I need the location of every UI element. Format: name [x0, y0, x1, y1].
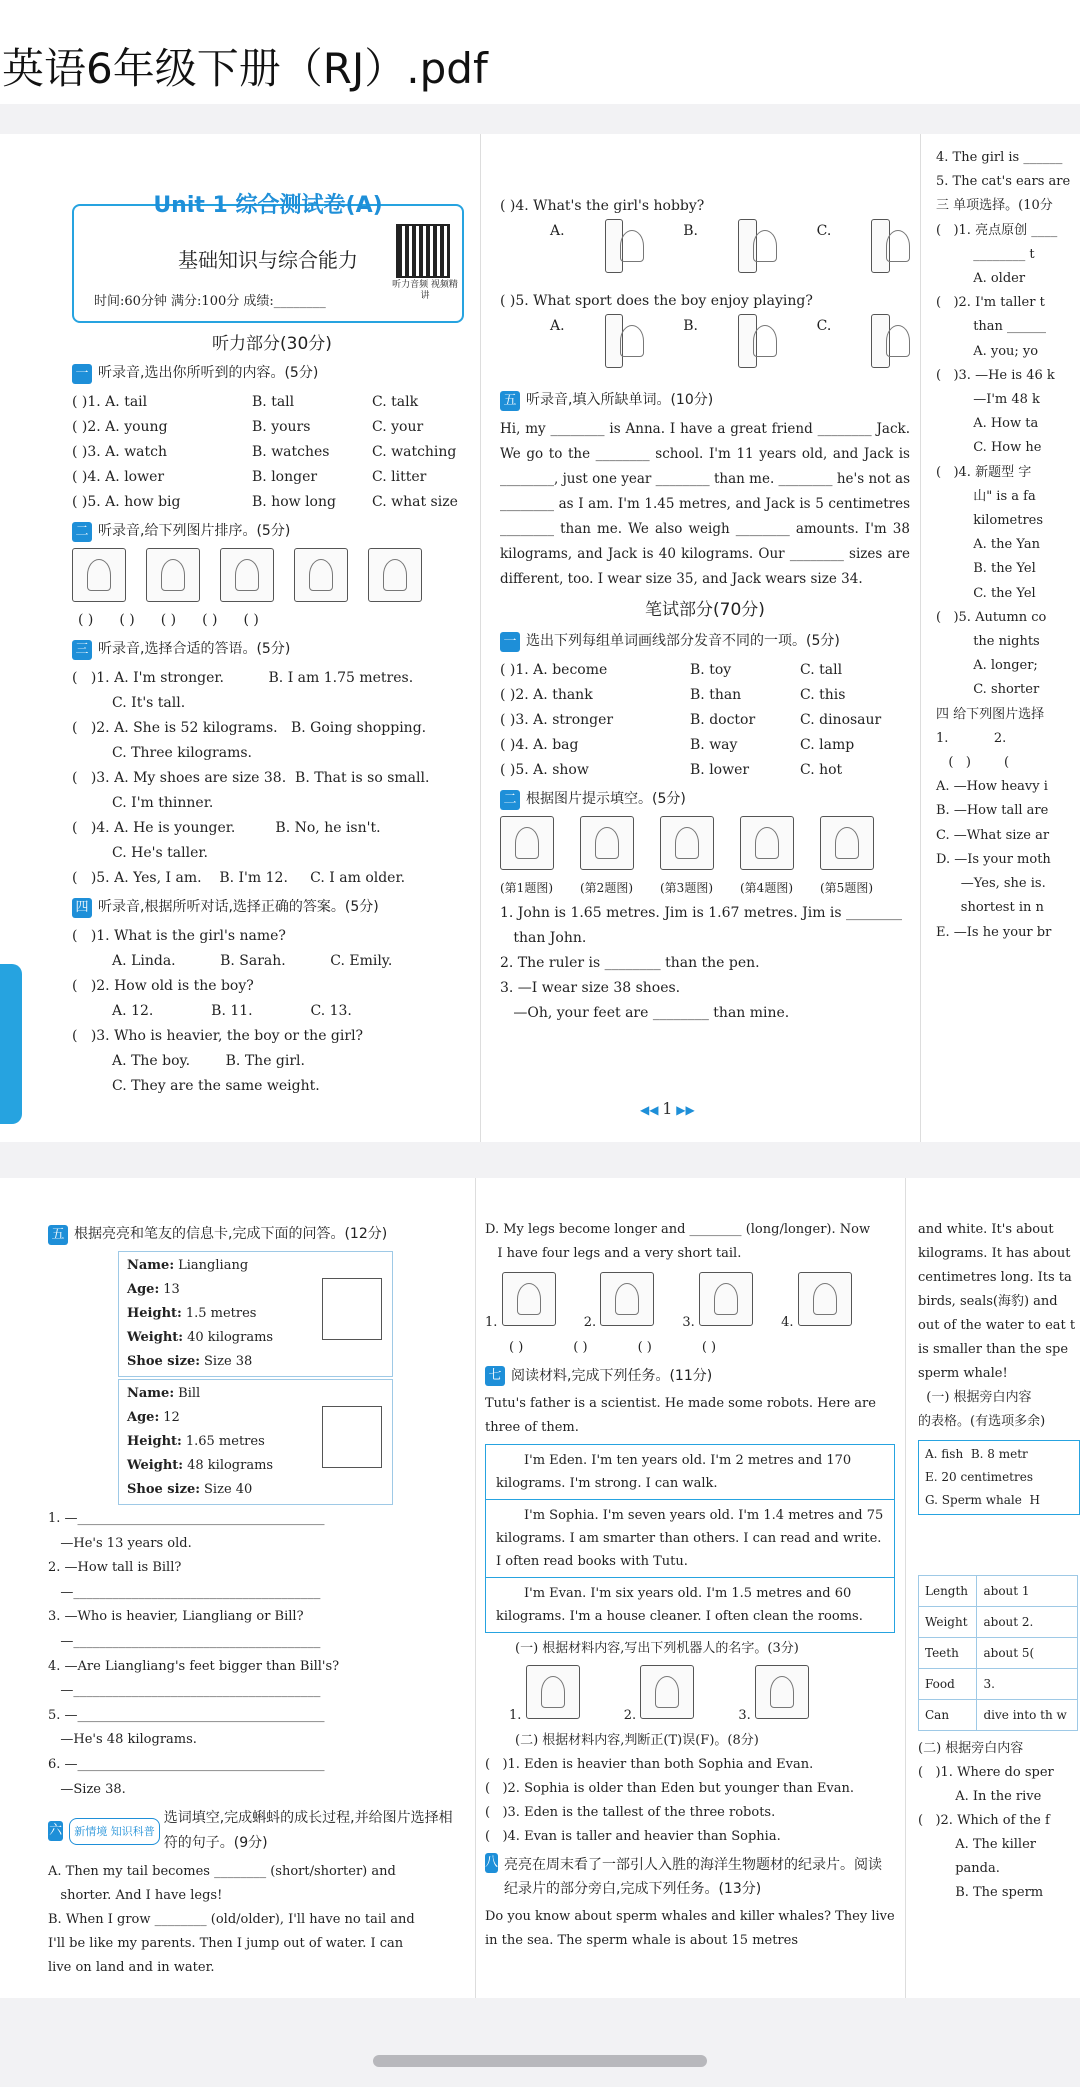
text-line: C. the Yel [936, 585, 1036, 601]
text-line: 四 给下列图片选择 [936, 706, 1045, 722]
text-line: B. When I grow ________ (old/older), I'll have no tail and [48, 1912, 415, 1928]
picture-4 [294, 548, 348, 602]
option-cell: ( )1. A. become [500, 662, 608, 678]
picture-3 [660, 816, 714, 870]
text-line: A. Then my tail becomes ________ (short/shorter) and [48, 1864, 396, 1880]
text-line: ( )2. I'm taller t [936, 295, 1045, 311]
robot-pictures: 1. 2. 3. [509, 1665, 895, 1729]
banner-subtitle: 基础知识与综合能力 [178, 248, 358, 272]
swimming-icon [871, 219, 890, 273]
robot-icon [755, 1665, 809, 1719]
option-cell: B. toy [690, 662, 732, 678]
option-cell: B. yours [252, 419, 311, 435]
tennis-icon [605, 314, 624, 368]
text-line: 4. The girl is ______ [936, 150, 1063, 165]
option-cell: C. this [800, 687, 846, 703]
q5-options: A. B. C. [500, 314, 910, 384]
text-line: A. 12. B. 11. C. 13. [72, 1003, 352, 1019]
piano-icon [605, 219, 624, 273]
whale-table [918, 1575, 1078, 1731]
text-line: ( )3. A. My shoes are size 38. B. That is so small. [72, 770, 430, 786]
option-cell: ( )5. A. show [500, 762, 589, 778]
task-1: (一) 根据材料内容,写出下列机器人的名字。(3分) [515, 1641, 799, 1656]
text-line: 6. —______________________________________ [48, 1756, 325, 1772]
text-line: ( )4. A. He is younger. B. No, he isn't. [72, 820, 381, 836]
text-line: ( )3. Eden is the tallest of the three robots. [485, 1805, 776, 1820]
frog-icon [798, 1272, 852, 1326]
text-line: I'll be like my parents. Then I jump out of water. I can [48, 1936, 404, 1952]
table-cell: about 1 [977, 1576, 1078, 1607]
text-line: ( )1. Where do sper [918, 1765, 1054, 1780]
picture-3 [220, 548, 274, 602]
tadpole-icon [502, 1272, 556, 1326]
answer-brackets: ( ) ( ) ( ) ( ) ( ) [78, 612, 259, 628]
text-line: kilograms. It has about [918, 1246, 1071, 1261]
table-row [919, 1576, 1078, 1607]
option-cell: ( )1. A. tail [72, 394, 148, 410]
text-line: is smaller than the spe [918, 1342, 1069, 1357]
title-bar [0, 0, 1080, 104]
option-row [72, 465, 472, 490]
info-card-bill [118, 1379, 393, 1505]
s3-lines [72, 666, 472, 891]
text-line: ( )3. Who is heavier, the boy or the girl? [72, 1028, 364, 1044]
text-line: E. —Is he your br [936, 924, 1052, 940]
right-column [936, 146, 1080, 945]
text-line: I have four legs and a very short tail. [485, 1246, 742, 1261]
basketball-icon [738, 219, 757, 273]
option-cell: ( )3. A. watch [72, 444, 168, 460]
text-line: ( )2. Sophia is older than Eden but younger than Evan. [485, 1781, 854, 1796]
field-value: 13 [163, 1282, 180, 1297]
option-cell: C. talk [372, 394, 419, 410]
text-line: —______________________________________ [48, 1683, 321, 1699]
section-heading: 六 新情境 知识科普 选词填空,完成蝌蚪的成长过程,并给图片选择相符的句子。(9分) [49, 1810, 453, 1852]
text-line: G. Sperm whale H [925, 1493, 1040, 1507]
documentary-text: Do you know about sperm whales and killer whales? They live in the sea. The sperm whale is about 15 metres [485, 1909, 895, 1948]
table-cell: Weight [919, 1607, 977, 1638]
table-cell: Teeth [919, 1638, 977, 1669]
reading-intro: Tutu's father is a scientist. He made some robots. Here are three of them. [485, 1396, 876, 1435]
text-line: ( )1. What is the girl's name? [72, 928, 286, 944]
text-line: D. —Is your moth [936, 851, 1051, 867]
middle-column [500, 194, 910, 1026]
text-line: A. fish B. 8 metr [925, 1447, 1028, 1461]
field-value: 40 kilograms [187, 1330, 274, 1345]
text-line: and white. It's about [918, 1222, 1054, 1237]
field-label: Name: [127, 1386, 175, 1401]
cloze-passage: Hi, my ________ is Anna. I have a great friend ________ Jack. We go to the ________ school. I'm 11 years old, and Jack is ________, just one year ________ than me. ________ he's not as ________ as I am. I'm 1.45 metres, and Jack is 5 centimetres ________ than me. We also weigh ________ amounts. I'm 38 kilograms, and Jack is 40 kilograms. Our ________ sizes are different, too. I wear size 35, and Jack wears size 34. [500, 421, 910, 587]
field-label: Height: [127, 1306, 182, 1321]
text-line: (一) 根据旁白内容 [918, 1390, 1032, 1405]
field-label: Shoe size: [127, 1482, 201, 1497]
card-field [127, 1254, 384, 1278]
w2-captions [500, 876, 910, 901]
option-cell: B. lower [690, 762, 750, 778]
picture-caption: (第3题图) [660, 881, 713, 895]
option-cell: B. way [690, 737, 738, 753]
text-line: —He's 13 years old. [48, 1535, 192, 1551]
section-heading: 二 听录音,给下列图片排序。(5分) [72, 519, 472, 544]
option-row [72, 390, 472, 415]
text-line: 山" is a fa [936, 488, 1036, 504]
text-line: A. The killer [918, 1837, 1036, 1852]
picture-2 [146, 548, 200, 602]
option-cell: C. watching [372, 444, 457, 460]
text-line: C. Three kilograms. [72, 745, 253, 761]
text-line: ( )2. Which of the f [918, 1813, 1050, 1828]
text-line: out of the water to eat t [918, 1318, 1076, 1333]
text-line: than John. [500, 930, 587, 946]
text-line: shorter. And I have legs! [48, 1888, 223, 1904]
text-line: 3. —I wear size 38 shoes. [500, 980, 681, 996]
field-label: Shoe size: [127, 1354, 201, 1369]
option-cell: C. your [372, 419, 424, 435]
text-line: 5. —______________________________________ [48, 1707, 325, 1723]
table-cell: 3. [977, 1669, 1078, 1700]
text-line: (二) 根据旁白内容 [918, 1741, 1024, 1756]
task-2: (二) 根据材料内容,判断正(T)误(F)。(8分) [515, 1733, 759, 1748]
text-line: C. It's tall. [72, 695, 186, 711]
text-line: birds, seals(海豹) and [918, 1294, 1058, 1309]
option-cell: ( )4. A. bag [500, 737, 579, 753]
field-value: Bill [178, 1386, 201, 1401]
left-column [48, 1218, 463, 1980]
w1-rows [500, 658, 910, 783]
pdf-page-2[interactable] [0, 1178, 1080, 1998]
picture-5 [368, 548, 422, 602]
text-line: 1. John is 1.65 metres. Jim is 1.67 metres. Jim is ________ [500, 905, 903, 921]
option-row [72, 415, 472, 440]
text-line: ( ) ( [936, 755, 1010, 771]
table-cell: about 2. [977, 1607, 1078, 1638]
option-cell: B. how long [252, 494, 336, 510]
option-cell: B. tall [252, 394, 295, 410]
text-line: panda. [918, 1861, 1000, 1876]
text-line: 5. The cat's ears are [936, 174, 1071, 190]
text-line: A. you; yo [936, 343, 1039, 359]
section-heading: 八 亮亮在周末看了一部引人入胜的海洋生物题材的纪录片。阅读纪录片的部分旁白,完成下列任务。(13分) [485, 1855, 883, 1897]
section-heading: 一 选出下列每组单词画线部分发音不同的一项。(5分) [500, 629, 910, 654]
picture-4 [740, 816, 794, 870]
text-line: ( )5. Autumn co [936, 609, 1047, 625]
tadpole-legs-icon [600, 1272, 654, 1326]
text-line: —Size 38. [48, 1781, 126, 1797]
field-label: Name: [127, 1258, 175, 1273]
robot-icon [640, 1665, 694, 1719]
tag-badge: 新情境 知识科普 [69, 1818, 160, 1845]
field-label: Height: [127, 1434, 182, 1449]
middle-column [485, 1218, 895, 1953]
boy-photo-icon [322, 1278, 382, 1340]
robot-icon [526, 1665, 580, 1719]
text-line: A. the Yan [936, 537, 1040, 553]
option-cell: C. dinosaur [800, 712, 882, 728]
text-line: shortest in n [936, 900, 1044, 916]
text-line: ( )5. A. Yes, I am. B. I'm 12. C. I am older. [72, 870, 406, 886]
text-line: A. —How heavy i [936, 779, 1048, 795]
text-line: ________ t [936, 246, 1035, 262]
field-value: 1.5 metres [185, 1306, 257, 1321]
qa-lines [48, 1507, 463, 1802]
column-divider [920, 134, 921, 1142]
option-cell: ( )3. A. stronger [500, 712, 614, 728]
section-heading: 四 听录音,根据所听对话,选择正确的答案。(5分) [72, 895, 472, 920]
text-line: ( )1. Eden is heavier than both Sophia and Evan. [485, 1757, 814, 1772]
column-divider [475, 1178, 476, 1998]
table-row [919, 1607, 1078, 1638]
s4-lines [72, 924, 472, 1099]
options-box [918, 1440, 1080, 1515]
picture-caption: (第5题图) [820, 881, 873, 895]
qr-code-icon[interactable] [396, 224, 450, 278]
text-line: 1. —______________________________________ [48, 1511, 325, 1526]
option-row [500, 708, 910, 733]
banner-title: Unit 1 综合测试卷(A) [153, 193, 383, 218]
text-line: E. 20 centimetres [925, 1470, 1033, 1484]
binding-band [0, 964, 22, 1124]
text-line: A. How ta [936, 416, 1039, 432]
question-4: ( )4. What's the girl's hobby? [500, 198, 705, 214]
basketball-hoop-icon [871, 314, 890, 368]
text-line: the nights [936, 634, 1040, 650]
text-line: 4. —Are Liangliang's feet bigger than Bill's? [48, 1658, 340, 1674]
left-column [72, 332, 472, 1099]
s1-rows [72, 390, 472, 515]
text-line: A. In the rive [918, 1789, 1042, 1804]
text-line: live on land and in water. [48, 1960, 215, 1976]
picture-caption: (第2题图) [580, 881, 633, 895]
text-line: sperm whale! [918, 1366, 1008, 1381]
picture-5 [820, 816, 874, 870]
info-cards [118, 1251, 393, 1505]
boy-photo-icon [322, 1406, 382, 1468]
field-label: Weight: [127, 1458, 184, 1473]
true-false-lines [485, 1753, 895, 1849]
question-5: ( )5. What sport does the boy enjoy playing? [500, 293, 813, 309]
text-line: 3. —Who is heavier, Liangliang or Bill? [48, 1609, 304, 1625]
text-line: 2. —How tall is Bill? [48, 1560, 182, 1576]
option-row [72, 440, 472, 465]
option-cell: C. lamp [800, 737, 855, 753]
table-row [919, 1638, 1078, 1669]
field-value: 12 [163, 1410, 180, 1425]
table-row [919, 1700, 1078, 1731]
option-cell: B. watches [252, 444, 330, 460]
robot-descriptions [485, 1444, 895, 1633]
w2-lines [500, 901, 910, 1026]
text-line: A. longer; [936, 658, 1038, 674]
text-line: —______________________________________ [48, 1584, 321, 1600]
text-line: ( )1. 亮点原创 ____ [936, 222, 1058, 238]
option-cell: ( )2. A. thank [500, 687, 593, 703]
text-line: C. —What size ar [936, 827, 1050, 843]
text-line: 1. 2. [936, 730, 1007, 746]
text-line: kilometres [936, 513, 1044, 529]
test-banner [72, 193, 464, 323]
picture-caption: (第1题图) [500, 881, 553, 895]
section-heading: 一 听录音,选出你所听到的内容。(5分) [72, 361, 472, 386]
option-cell: B. longer [252, 469, 318, 485]
d-lines [485, 1218, 895, 1266]
option-cell: B. than [690, 687, 742, 703]
field-value: Size 38 [204, 1354, 253, 1369]
text-line: ( )4. 新题型 字 [936, 464, 1032, 480]
right-column [918, 1218, 1080, 1905]
page-number: ◀◀ 1 ▶▶ [640, 1099, 695, 1118]
text-line: B. —How tall are [936, 803, 1049, 819]
section-heading: 五 根据亮亮和笔友的信息卡,完成下面的问答。(12分) [48, 1222, 463, 1247]
froglet-icon [699, 1272, 753, 1326]
robot-description: I'm Sophia. I'm seven years old. I'm 1.4 metres and 75 kilograms. I am smarter than others. I can read and write. I often read books with Tutu. [485, 1499, 895, 1578]
option-cell: C. litter [372, 469, 427, 485]
text-line: C. I'm thinner. [72, 795, 214, 811]
info-card-liangliang [118, 1251, 393, 1377]
text-line: —Yes, she is. [936, 876, 1046, 892]
listening-title: 听力部分(30分) [212, 334, 332, 354]
table-row [919, 1669, 1078, 1700]
table-cell: Food [919, 1669, 977, 1700]
answer-brackets: ( ) ( ) ( ) ( ) [509, 1340, 717, 1355]
right-tail-lines [918, 1737, 1080, 1905]
text-line: ( )4. Evan is taller and heavier than Sophia. [485, 1829, 781, 1844]
text-line: A. The boy. B. The girl. [72, 1053, 305, 1069]
text-line: C. They are the same weight. [72, 1078, 320, 1094]
text-line: —He's 48 kilograms. [48, 1732, 197, 1748]
column-divider [480, 134, 481, 1142]
text-line: C. shorter [936, 682, 1040, 698]
robot-description: I'm Evan. I'm six years old. I'm 1.5 metres and 60 kilograms. I'm a house cleaner. I often clean the rooms. [485, 1577, 895, 1633]
text-line: 的表格。(有选项多余) [918, 1414, 1046, 1429]
pdf-page-1[interactable] [0, 134, 1080, 1142]
picture-2 [580, 816, 634, 870]
field-value: Liangliang [178, 1258, 249, 1273]
document-title: 英语6年级下册（RJ）.pdf [2, 44, 488, 93]
text-line: B. The sperm [918, 1885, 1044, 1900]
card-field [127, 1478, 384, 1502]
option-cell: ( )4. A. lower [72, 469, 165, 485]
option-cell: C. hot [800, 762, 843, 778]
card-field [127, 1382, 384, 1406]
q4-options: A. B. C. [500, 219, 910, 289]
option-row [500, 733, 910, 758]
text-line: C. How he [936, 440, 1042, 456]
option-row [72, 490, 472, 515]
text-line: 2. The ruler is ________ than the pen. [500, 955, 760, 971]
robot-description: I'm Eden. I'm ten years old. I'm 2 metres and 170 kilograms. I'm strong. I can walk. [485, 1444, 895, 1500]
banner-meta: 时间:60分钟 满分:100分 成绩:________ [94, 294, 326, 309]
table-cell: about 5( [977, 1638, 1078, 1669]
option-cell: ( )5. A. how big [72, 494, 181, 510]
text-line: —______________________________________ [48, 1633, 321, 1649]
field-label: Weight: [127, 1330, 184, 1345]
section-heading: 三 听录音,选择合适的答语。(5分) [72, 637, 472, 662]
text-line: B. the Yel [936, 561, 1036, 577]
field-value: 48 kilograms [187, 1458, 274, 1473]
section-heading: 二 根据图片提示填空。(5分) [500, 787, 910, 812]
text-line: than ______ [936, 319, 1047, 335]
picture-caption: (第4题图) [740, 881, 793, 895]
s6-lines [48, 1860, 463, 1980]
option-row [500, 658, 910, 683]
field-value: Size 40 [204, 1482, 253, 1497]
text-line: —Oh, your feet are ________ than mine. [500, 1005, 790, 1021]
table-cell: dive into th w [977, 1700, 1078, 1731]
text-line: centimetres long. Its ta [918, 1270, 1072, 1285]
field-value: 1.65 metres [185, 1434, 265, 1449]
field-label: Age: [127, 1410, 160, 1425]
text-line: 三 单项选择。(10分 [936, 198, 1053, 214]
option-cell: C. what size [372, 494, 458, 510]
option-cell: C. tall [800, 662, 843, 678]
column-divider [905, 1178, 906, 1998]
option-row [500, 758, 910, 783]
section-heading: 五 听录音,填入所缺单词。(10分) [500, 388, 910, 413]
written-title: 笔试部分(70分) [645, 600, 765, 620]
option-cell: B. doctor [690, 712, 756, 728]
tadpole-pictures: 1. 2. 3. 4. [485, 1272, 895, 1336]
text-line: C. He's taller. [72, 845, 208, 861]
w2-pictures [500, 816, 910, 876]
picture-1 [500, 816, 554, 870]
text-line: A. older [936, 271, 1026, 287]
soccer-icon [738, 314, 757, 368]
table-cell: Can [919, 1700, 977, 1731]
section-heading: 七 阅读材料,完成下列任务。(11分) [485, 1364, 895, 1388]
option-cell: ( )2. A. young [72, 419, 168, 435]
text-line: ( )2. How old is the boy? [72, 978, 254, 994]
right-column-lines [936, 146, 1080, 945]
table-cell: Length [919, 1576, 977, 1607]
picture-1 [72, 548, 126, 602]
right-column-lines [918, 1218, 1080, 1434]
text-line: ( )1. A. I'm stronger. B. I am 1.75 metres. [72, 670, 414, 686]
qr-caption: 听力音频 视频精讲 [392, 280, 458, 301]
picture-row [72, 548, 472, 608]
card-field [127, 1350, 384, 1374]
option-row [500, 683, 910, 708]
text-line: —I'm 48 k [936, 392, 1040, 408]
text-line: ( )2. A. She is 52 kilograms. B. Going shopping. [72, 720, 427, 736]
text-line: D. My legs become longer and ________ (long/longer). Now [485, 1222, 871, 1237]
field-label: Age: [127, 1282, 160, 1297]
text-line: A. Linda. B. Sarah. C. Emily. [72, 953, 393, 969]
home-indicator[interactable] [373, 2055, 707, 2067]
text-line: ( )3. —He is 46 k [936, 367, 1055, 383]
binding-margin [0, 134, 22, 1142]
